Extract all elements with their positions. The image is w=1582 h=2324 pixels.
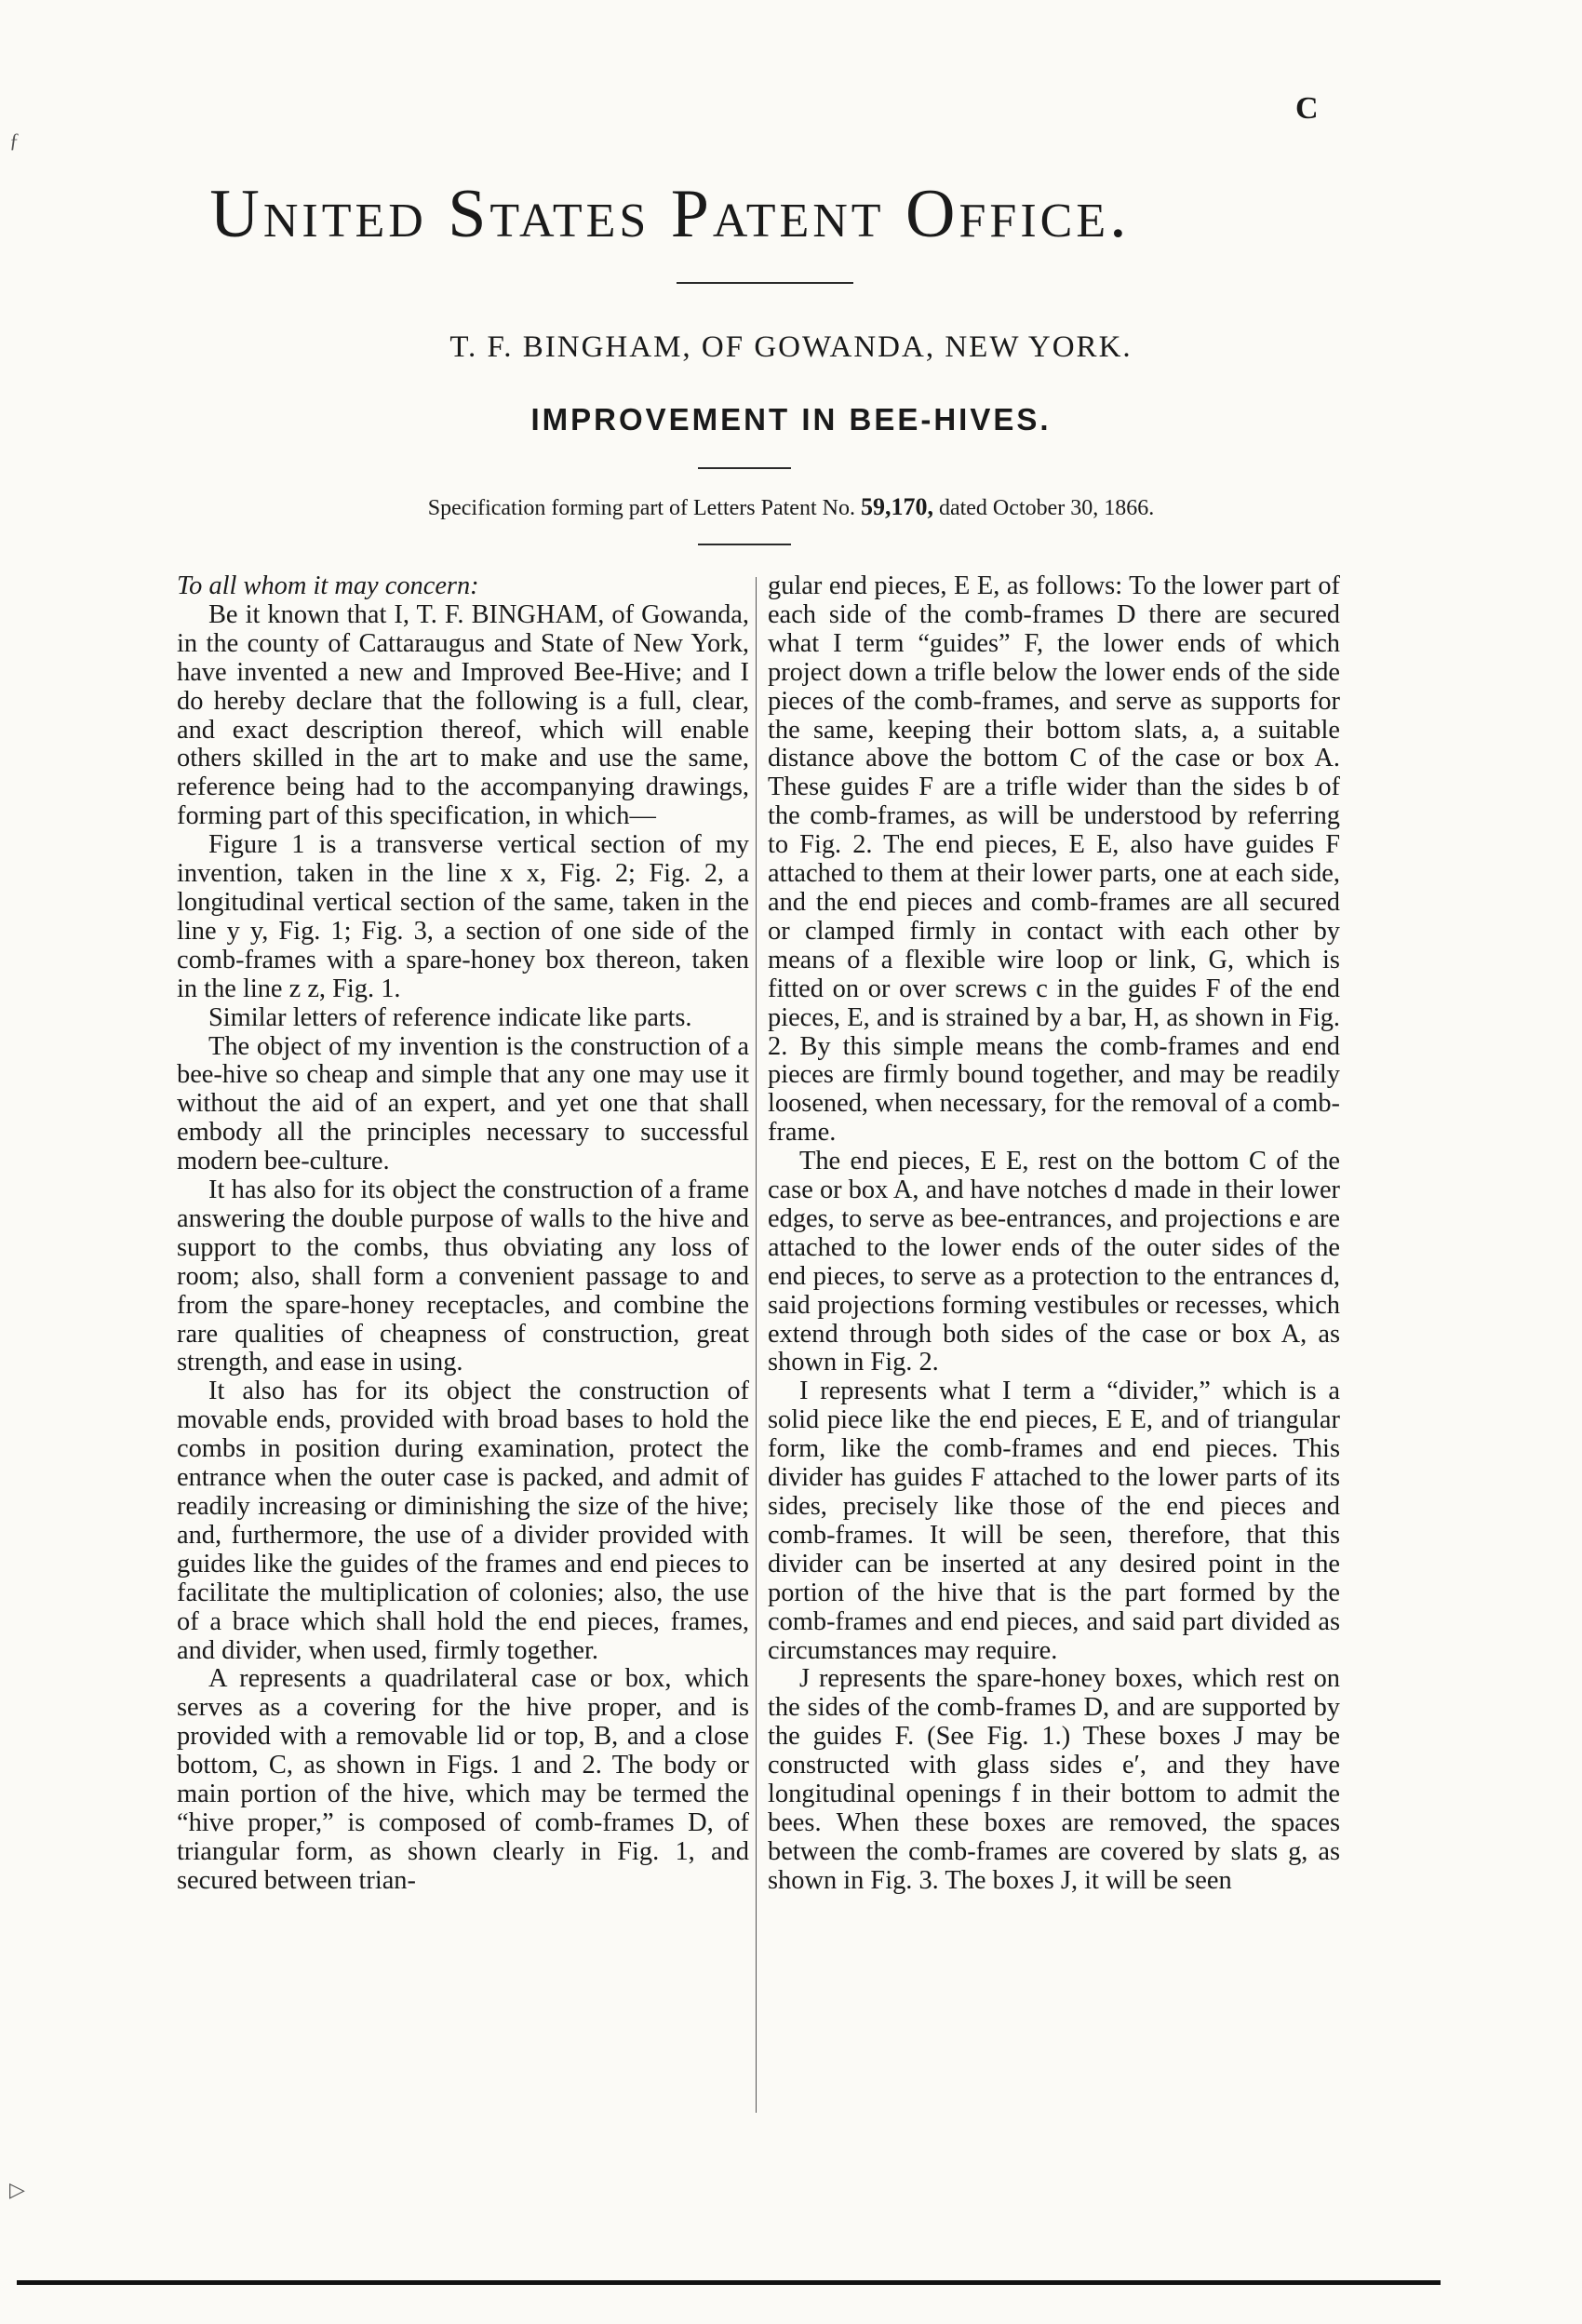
office-title: United States Patent Office.	[209, 176, 1131, 252]
inventor-line: T. F. BINGHAM, OF GOWANDA, NEW YORK.	[449, 330, 1133, 364]
margin-mark: ƒ	[9, 128, 20, 152]
page-number: C	[1295, 91, 1319, 126]
paragraph: It has also for its object the construction of a frame answering the double purpose of walls to the hive and support to the combs, thus obviating any loss of room; also, shall form a convenient passage to and from the spare-honey receptacles, and combine the rare qualities of cheapness of construction, great strength, and ease in using.	[177, 1175, 749, 1377]
paragraph: It also has for its object the construction of movable ends, provided with broad bases to hold the combs in position during examination, protect the entrance when the outer case is packed, and admit of readily increasing or diminishing the size of the hive; and, furthermore, the use of a divider provided with guides like the guides of the frames and end pieces to facilitate the multiplication of colonies; also, the use of a brace which shall hold the end pieces, frames, and divider, when used, firmly together.	[177, 1377, 749, 1665]
paragraph: A represents a quadrilateral case or box, which serves as a covering for the hive proper, and is provided with a removable lid or top, B, and a close bottom, C, as shown in Figs. 1 and 2. The body or main portion of the hive, which may be termed the “hive proper,” is composed of comb-frames D, of triangular form, as shown clearly in Fig. 1, and secured between trian-	[177, 1664, 749, 1895]
paragraph: J represents the spare-honey boxes, which rest on the sides of the comb-frames D, and are supported by the guides F. (See Fig. 1.) These boxes J may be constructed with glass sides e′, and they have longitudinal openings f in their bottom to admit the bees. When these boxes are removed, the spaces between the comb-frames are covered by slats g, as shown in Fig. 3. The boxes J, it will be seen	[768, 1664, 1340, 1895]
patent-number: 59,170,	[860, 493, 933, 520]
spec-rule	[698, 544, 791, 545]
spec-prefix: Specification forming part of Letters Patent No.	[427, 496, 855, 520]
margin-mark: ▷	[9, 2178, 25, 2201]
paragraph: gular end pieces, E E, as follows: To the lower part of each side of the comb-frames D there are secured what I term “guides” F, the lower ends of which project down a trifle below the lower ends of the side pieces of the comb-frames, and serve as supports for the same, keeping their bottom slats, a, a suitable distance above the bottom C of the case or box A. These guides F are a trifle wider than the sides b of the comb-frames, as will be understood by referring to Fig. 2. The end pieces, E E, also have guides F attached to them at their lower parts, one at each side, and the end pieces and comb-frames are all secured or clamped firmly in contact with each other by means of a flexible wire loop or link, G, which is fitted on or over screws c in the guides F of the end pieces, E, and is strained by a bar, H, as shown in Fig. 2. By this simple means the comb-frames and end pieces are firmly bound together, and may be readily loosened, when necessary, for the removal of a comb-frame.	[768, 571, 1340, 1148]
paragraph: The end pieces, E E, rest on the bottom C of the case or box A, and have notches d made in their lower edges, to serve as bee-entrances, and projections e are attached to the lower ends of the outer sides of the end pieces, to serve as a protection to the entrances d, said projections forming vestibules or recesses, which extend through both sides of the case or box A, as shown in Fig. 2.	[768, 1147, 1340, 1377]
title-rule	[677, 282, 853, 284]
paragraph: Similar letters of reference indicate like parts.	[208, 1002, 692, 1032]
title-rule-2	[698, 467, 791, 469]
left-column	[177, 572, 749, 1896]
spec-suffix: dated October 30, 1866.	[938, 496, 1155, 520]
specification-line	[0, 493, 1582, 521]
paragraph: The object of my invention is the construction of a bee-hive so cheap and simple that any one may use it without the aid of an expert, and yet one that shall embody all the principles necessary to successful modern bee-culture.	[177, 1031, 749, 1176]
paragraph: Be it known that I, T. F. BINGHAM, of Gowanda, in the county of Cattaraugus and State of New York, have invented a new and Improved Bee-Hive; and I do hereby declare that the following is a full, clear, and exact description thereof, which will enable others skilled in the art to make and use the same, reference being had to the accompanying drawings, forming part of this specification, in which—	[177, 599, 749, 831]
bottom-scan-edge	[17, 2280, 1441, 2285]
right-column	[768, 572, 1340, 1896]
salutation: To all whom it may concern:	[177, 571, 479, 600]
invention-title: IMPROVEMENT IN BEE-HIVES.	[530, 402, 1052, 437]
paragraph: Figure 1 is a transverse vertical section of my invention, taken in the line x x, Fig. 2; Fig. 2, a longitudinal vertical section of the same, taken in the line y y, Fig. 1; Fig. 3, a section of one side of the comb-frames with a spare-honey box thereon, taken in the line z z, Fig. 1.	[177, 830, 749, 1003]
column-divider	[756, 577, 757, 2113]
paragraph: I represents what I term a “divider,” which is a solid piece like the end pieces, E E, and of triangular form, like the comb-frames and end pieces. This divider has guides F attached to the lower parts of its sides, precisely like those of the end pieces and comb-frames. It will be seen, therefore, that this divider can be inserted at any desired point in the portion of the hive that is the part formed by the comb-frames and end pieces, and said part divided as circumstances may require.	[768, 1377, 1340, 1665]
